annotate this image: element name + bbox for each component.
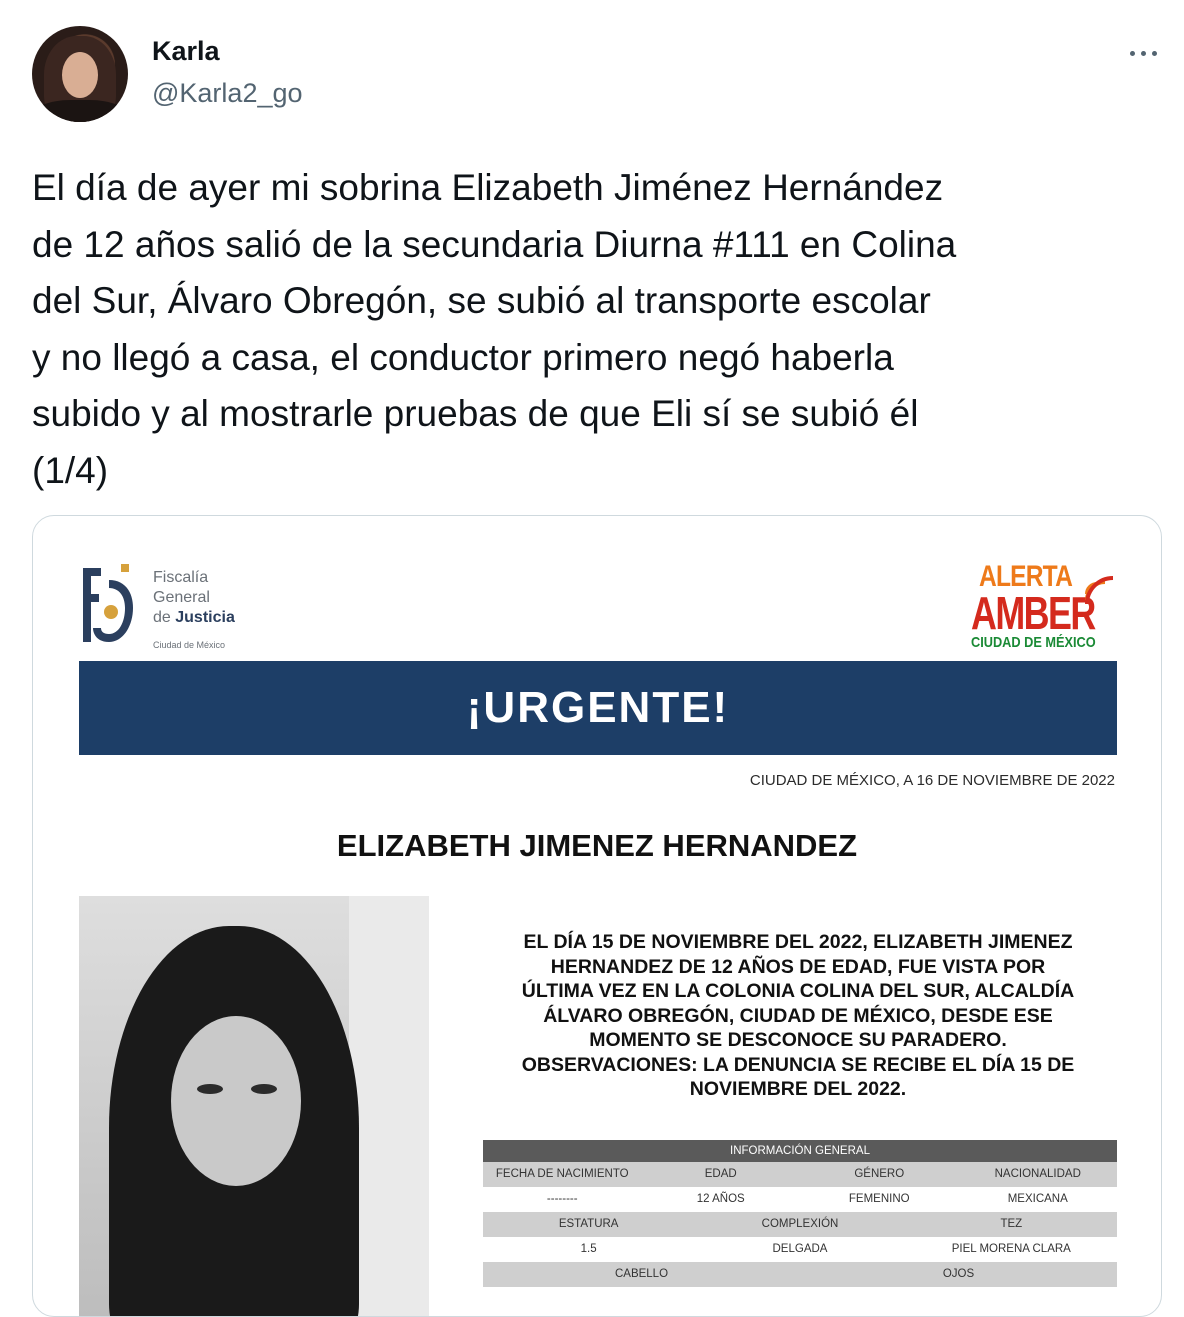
- fgj-line3-bold: Justicia: [175, 609, 235, 626]
- signal-waves-icon: [1083, 564, 1123, 604]
- label-hair: CABELLO: [614, 1268, 669, 1280]
- more-horizontal-icon[interactable]: [1126, 44, 1162, 64]
- value-build: DELGADA: [772, 1243, 828, 1255]
- author-name[interactable]: Karla: [152, 36, 220, 66]
- label-eyes: OJOS: [942, 1268, 975, 1280]
- table-row: [483, 1187, 1117, 1212]
- table-row: [483, 1212, 1117, 1237]
- urgent-banner: ¡URGENTE!: [79, 661, 1117, 755]
- fgj-city: Ciudad de México: [153, 640, 226, 650]
- fgj-line2: General: [153, 589, 210, 606]
- fgj-logo: [79, 560, 279, 656]
- value-birth-date: --------: [546, 1193, 578, 1205]
- fgj-emblem-icon: [79, 564, 137, 648]
- tweet-text: El día de ayer mi sobrina Elizabeth Jiménez Hernández de 12 años salió de la secundaria Diurna #111 en Colina del Sur, Álvaro Obregón, se subió al transporte escolar y no llegó a casa, el conductor primero negó haberla subido y al mostrarle pruebas de que Eli sí se subió él (1/4): [32, 167, 957, 491]
- missing-person-photo: [79, 896, 429, 1316]
- alerta-amber-logo: [971, 560, 1121, 656]
- label-age: EDAD: [704, 1168, 737, 1180]
- poster-date: CIUDAD DE MÉXICO, A 16 DE NOVIEMBRE DE 2022: [749, 772, 1115, 789]
- value-height: 1.5: [580, 1243, 597, 1255]
- value-age: 12 AÑOS: [696, 1193, 745, 1205]
- avatar[interactable]: [32, 26, 128, 122]
- table-row: [483, 1237, 1117, 1262]
- missing-person-name: ELIZABETH JIMENEZ HERNANDEZ: [336, 828, 858, 863]
- info-header: INFORMACIÓN GENERAL: [483, 1140, 1117, 1162]
- value-nationality: MEXICANA: [1007, 1193, 1068, 1205]
- fgj-line3-prefix: de: [153, 609, 176, 626]
- info-table: [483, 1140, 1117, 1287]
- case-description: EL DÍA 15 DE NOVIEMBRE DEL 2022, ELIZABETH JIMENEZ HERNANDEZ DE 12 AÑOS DE EDAD, FUE VISTA POR ÚLTIMA VEZ EN LA COLONIA COLINA DEL SUR, ALCALDÍA ÁLVARO OBREGÓN, CIUDAD DE MÉXICO, DESDE ESE MOMENTO SE DESCONOCE SU PARADERO. OBSERVACIONES: LA DENUNCIA SE RECIBE EL DÍA 15 DE NOVIEMBRE DEL 2022.: [521, 931, 1075, 1100]
- value-gender: FEMENINO: [848, 1193, 910, 1205]
- amber-line2: AMBER: [971, 587, 1095, 639]
- value-complexion: PIEL MORENA CLARA: [951, 1243, 1071, 1255]
- amber-line1: ALERTA: [979, 560, 1073, 593]
- label-build: COMPLEXIÓN: [761, 1218, 839, 1230]
- fgj-line1: Fiscalía: [153, 569, 209, 586]
- label-height: ESTATURA: [558, 1218, 619, 1230]
- label-gender: GÉNERO: [854, 1168, 905, 1180]
- author-handle[interactable]: @Karla2_go: [152, 78, 303, 108]
- amber-line3: CIUDAD DE MÉXICO: [971, 634, 1096, 651]
- label-nationality: NACIONALIDAD: [994, 1168, 1081, 1180]
- tweet-media-image[interactable]: [32, 515, 1162, 1317]
- table-row: [483, 1262, 1117, 1287]
- label-birth-date: FECHA DE NACIMIENTO: [495, 1168, 629, 1180]
- label-complexion: TEZ: [1000, 1218, 1023, 1230]
- table-row: [483, 1162, 1117, 1187]
